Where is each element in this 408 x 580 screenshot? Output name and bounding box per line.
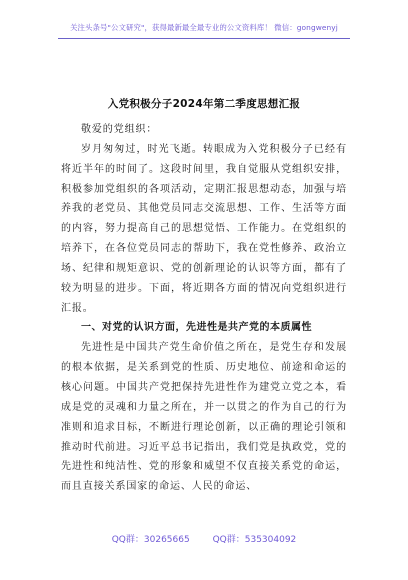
section-paragraph: 先进性是中国共产党生命价值之所在，是党生存和发展的根本依据，是关系到党的性质、历史地位、前途和命运的核心问题。中国共产党把保持先进性作为建党立党之本，看成是党的灵魂和力量之所在，并一以贯之的作为自己的行为准则和追求目标，不断进行理论创新，以正确的理论引领和推动时代前进。习近平总书记指出，我们党是执政党，党的先进性和纯洁性、党的形象和威望不仅直接关系党的命运，而且直接关系国家的命运、人民的命运、 (61, 342, 347, 493)
document-body (61, 120, 347, 497)
footer-qq-group-1: QQ群：30265665 (111, 535, 190, 545)
footer-contact (0, 532, 408, 545)
salutation: 敬爱的党组织： (81, 124, 158, 135)
footer-qq-group-2: QQ群：535304092 (212, 535, 297, 545)
intro-paragraph: 岁月匆匆过，时光飞逝。转眼成为入党积极分子已经有将近半年的时间了。这段时间里，我自觉服从党组织安排，积极参加党组织的各项活动，定期汇报思想动态，加强与培养我的老党员、其他党员同志交流思想、工作、生活等方面的内容，努力提高自己的思想觉悟、工作能力。在党组织的培养下，在各位党员同志的帮助下，我在党性修养、政治立场、纪律和规矩意识、党的创新理论的认识等方面，都有了较为明显的进步。下面，将近期各方面的情况向党组织进行汇报。 (61, 143, 347, 314)
header-banner: 关注头条号"公文研究"，获得最新最全最专业的公文资料库！ 微信：gongwenyj (70, 23, 338, 32)
section-heading: 一、对党的认识方面，先进性是共产党的本质属性 (81, 322, 312, 334)
document-title: 入党积极分子2024年第二季度思想汇报 (107, 98, 301, 110)
header-divider (58, 38, 350, 39)
